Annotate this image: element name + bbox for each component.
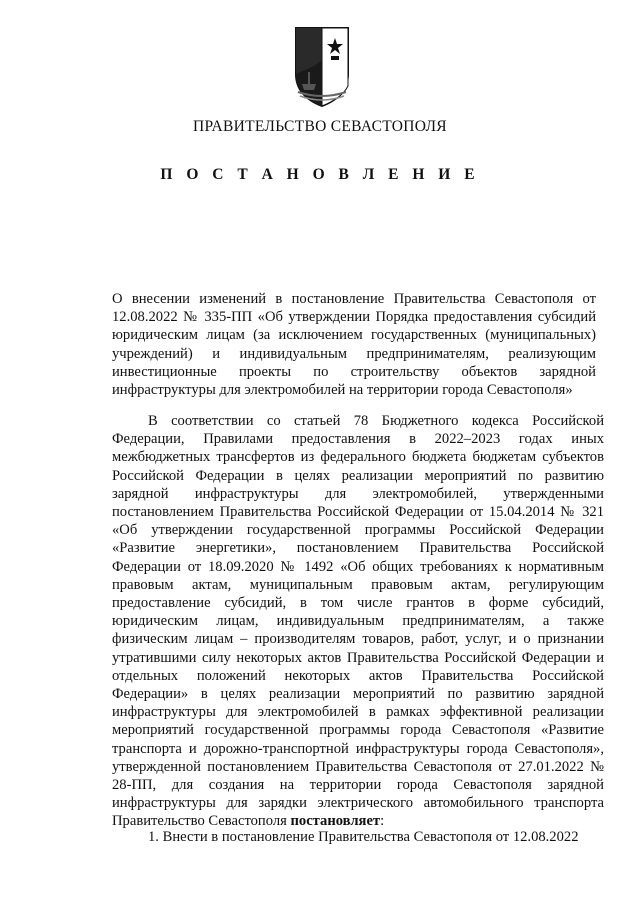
sevastopol-coat-of-arms: [292, 26, 352, 108]
document-title: П О С Т А Н О В Л Е Н И Е: [160, 166, 480, 183]
document-subject: О внесении изменений в постановление Правительства Севастополя от 12.08.2022 № 335-ПП «Об утверждении Порядка предоставления субсидий юридическим лицам (за исключением государственных (муниципальных) учреждений) и индивидуальным предпринимателям, реализующим инвестиционные проекты по строительству объектов зарядной инфраструктуры для электромобилей на территории города Севастополя»: [112, 291, 596, 399]
clause-1: 1. Внести в постановление Правительства Севастополя от 12.08.2022: [148, 829, 579, 845]
coat-of-arms-icon: [292, 26, 352, 108]
preamble-paragraph: [112, 412, 604, 831]
government-name: ПРАВИТЕЛЬСТВО СЕВАСТОПОЛЯ: [193, 118, 447, 135]
preamble-colon: :: [380, 813, 385, 830]
resolves-word: постановляет: [290, 813, 381, 830]
preamble-text: В соответствии со статьей 78 Бюджетного кодекса Российской Федерации, Правилами предоставления в 2022–2023 годах иных межбюджетных трансфертов из федерального бюджета бюджетам субъектов Российской Федерации в целях реализации мероприятий по развитию зарядной инфраструктуры для электромобилей, утвержденными постановлением Правительства Российской Федерации от 15.04.2014 № 321 «Об утверждении государственной программы Российской Федерации «Развитие энергетики», постановлением Правительства Российской Федерации от 18.09.2020 № 1492 «Об общих требованиях к нормативным правовым актам, муниципальным правовым актам, регулирующим предоставление субсидий, в том числе грантов в форме субсидий, юридическим лицам, индивидуальным предпринимателям, а также физическим лицам – производителям товаров, работ, услуг, и о признании утратившими силу некоторых актов Правительства Российской Федерации и отдельных положений некоторых актов Правительства Российской Федерации» в целях реализации мероприятий по развитию зарядной инфраструктуры для электромобилей в рамках эффективной реализации мероприятий государственной программы города Севастополя «Развитие транспорта и дорожно-транспортной инфраструктуры города Севастополя», утвержденной постановлением Правительства Севастополя от 27.01.2022 № 28-ПП, для создания на территории города Севастополя зарядной инфраструктуры для зарядки электрического автомобильного транспорта Правительство Севастополя: [112, 413, 604, 830]
